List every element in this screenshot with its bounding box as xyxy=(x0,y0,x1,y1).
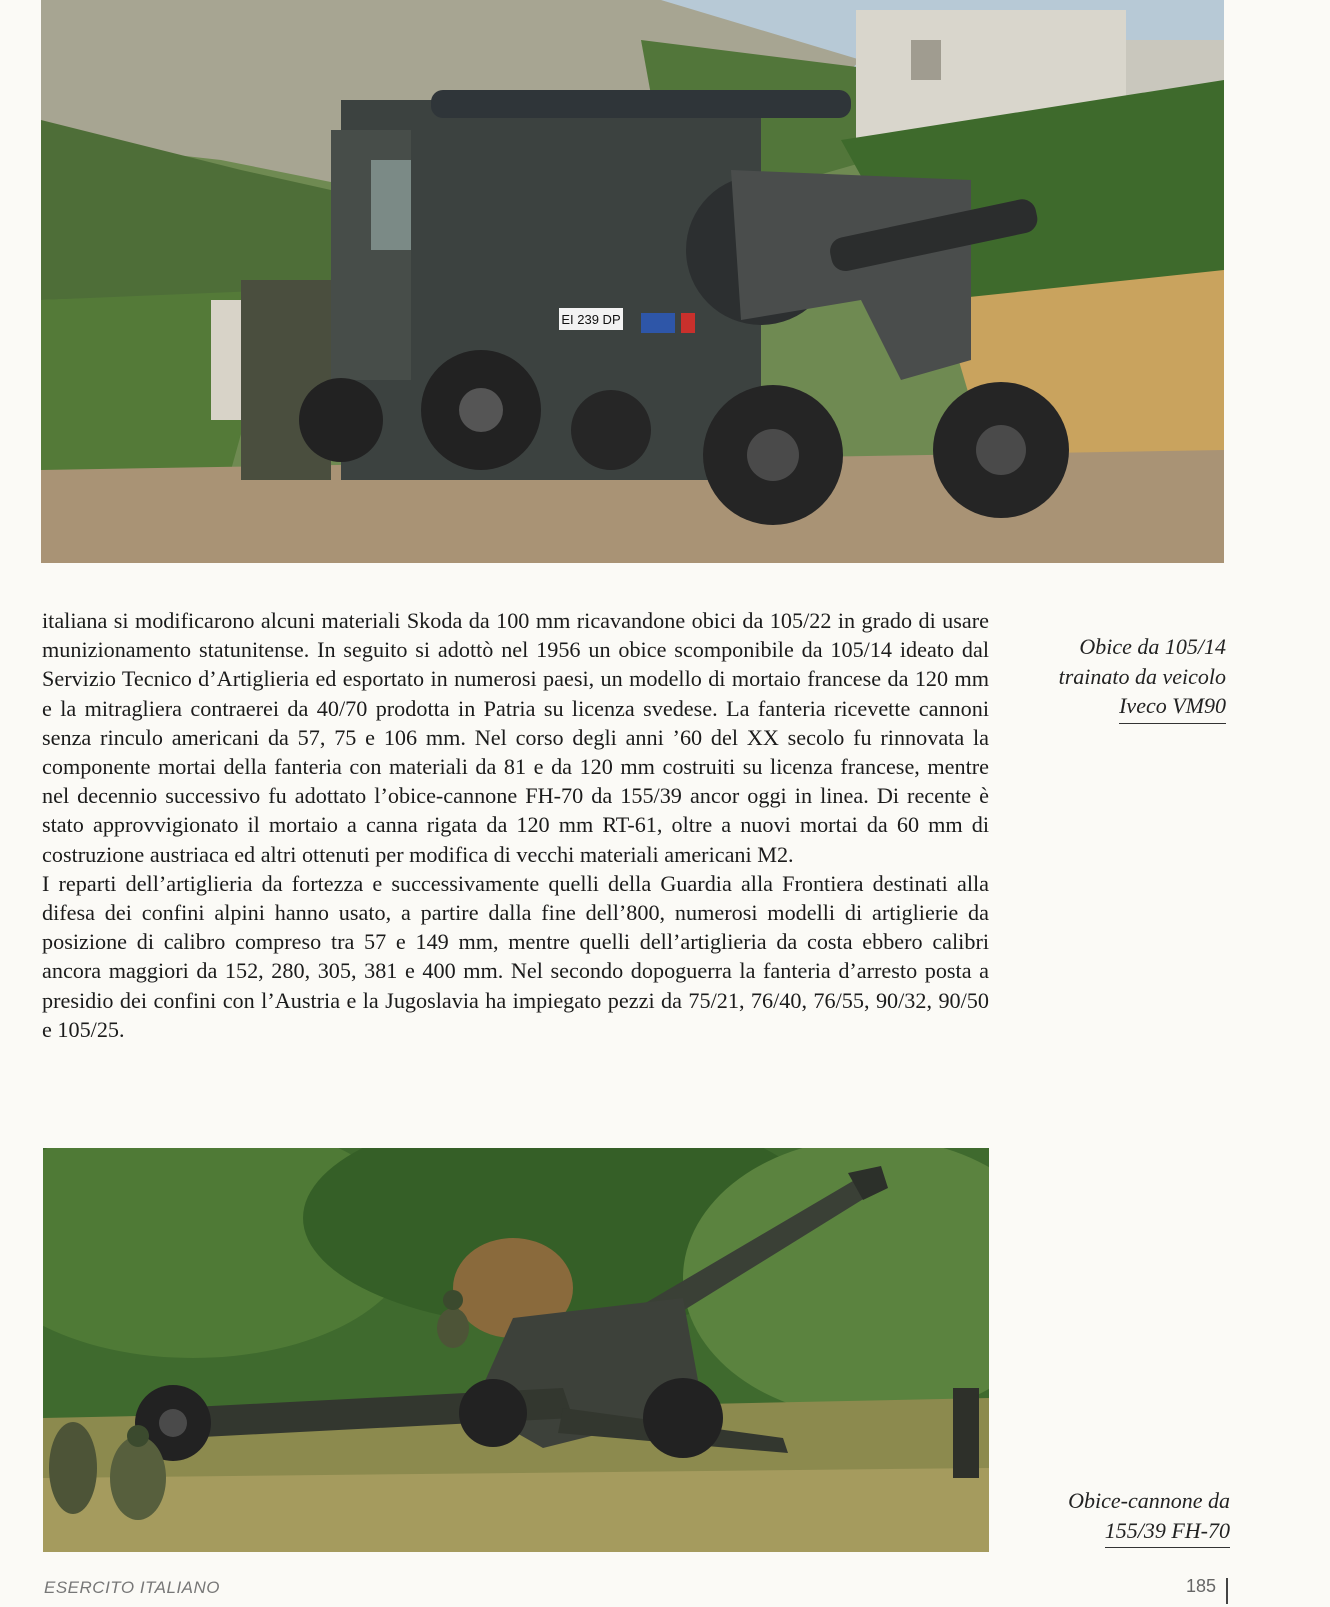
footer-rule xyxy=(1226,1578,1228,1604)
photo-fh70-howitzer-image xyxy=(43,1148,989,1552)
caption-top-line-2: trainato da veicolo xyxy=(1058,663,1226,689)
photo-howitzer-towed-image xyxy=(41,0,1224,563)
caption-bottom-line-1: Obice-cannone da xyxy=(1068,1488,1230,1513)
page-number: 185 xyxy=(1185,1576,1216,1596)
body-paragraph-2: I reparti dell’artiglieria da fortezza e successivamente quelli della Guardia alla Frontiera destinati alla difesa dei confini alpini hanno usato, a partire dalla fine dell’800, numerosi modelli di artiglierie da posizione di calibro compreso tra 57 e 149 mm, mentre quelli dell’artiglieria da costa ebbero calibri ancora maggiori da 152, 280, 305, 381 e 400 mm. Nel secondo dopoguerra la fanteria d’arresto posta a presidio dei confini con l’Austria e la Jugoslavia ha impiegato pezzi da 75/21, 76/40, 76/55, 90/32, 90/50 e 105/25. xyxy=(42,870,989,1042)
photo-howitzer-towed xyxy=(41,0,1224,563)
caption-top-line-1: Obice da 105/14 xyxy=(1079,634,1226,659)
caption-bottom-line-2: 155/39 FH-70 xyxy=(1105,1516,1230,1549)
caption-top-line-3: Iveco VM90 xyxy=(1119,691,1226,724)
caption-howitzer-towed xyxy=(1000,632,1226,724)
vehicle-plate: EI 239 DP xyxy=(561,312,621,327)
body-paragraph-1: italiana si modificarono alcuni materiali Skoda da 100 mm ricavandone obici da 105/22 in grado di usare munizionamento statunitense. In seguito si adottò nel 1956 un obice scomponibile da 105/14 ideato dal Servizio Tecnico d’Artiglieria ed esportato in numerosi paesi, un modello di mortaio francese da 120 mm e la mitragliera contraerei da 40/70 prodotta in Patria su licenza svedese. La fanteria ricevette cannoni senza rinculo americani da 57, 75 e 106 mm. Nel corso degli anni ’60 del XX secolo fu rinnovata la componente mortai della fanteria con materiali da 81 e da 120 mm costruiti su licenza francese, mentre nel decennio successivo fu adottato l’obice-cannone FH-70 da 155/39 ancor oggi in linea. Di recente è stato approvvigionato il mortaio a canna rigata da 120 mm RT-61, oltre a nuovi mortai da 60 mm di costruzione austriaca ed altri ottenuti per modifica di vecchi materiali americani M2. xyxy=(42,608,989,867)
caption-fh70-howitzer xyxy=(1005,1486,1230,1548)
footer-publication-title: ESERCITO ITALIANO xyxy=(44,1578,221,1597)
photo-fh70-howitzer xyxy=(43,1148,989,1552)
body-text xyxy=(42,606,989,1044)
